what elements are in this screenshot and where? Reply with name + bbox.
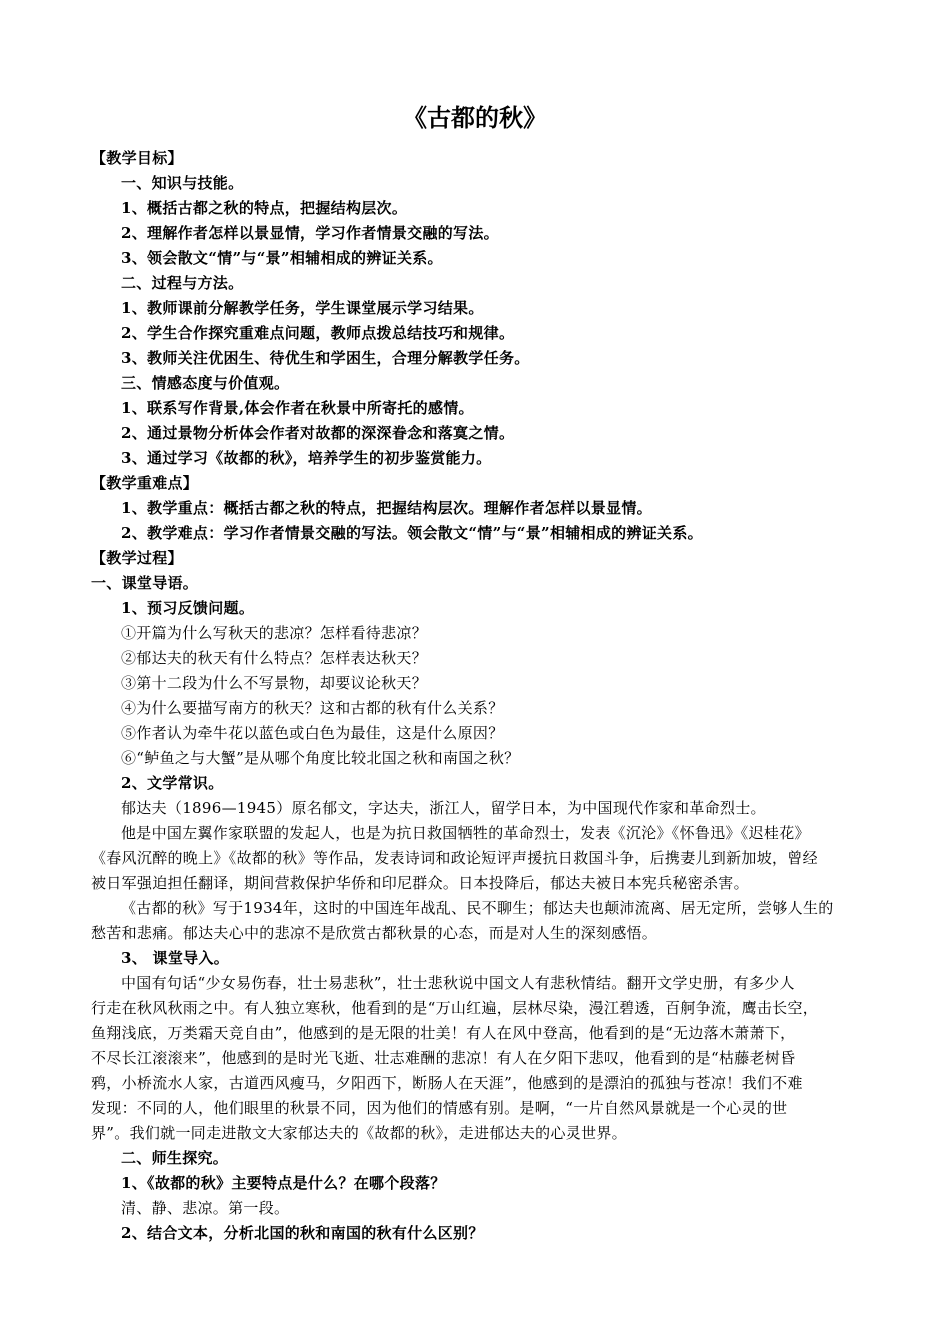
- paragraph-line: 发现：不同的人，他们眼里的秋景不同，因为他们的情感有别。是啊，“一片自然风景就是一个心灵的世: [91, 1099, 788, 1117]
- objective-item: 2、学生合作探究重难点问题，教师点拨总结技巧和规律。: [121, 324, 515, 342]
- paragraph-line: 他是中国左翼作家联盟的发起人，也是为抗日救国牺牲的革命烈士，发表《沉沦》《怀鲁迅》《迟桂花》: [121, 824, 810, 842]
- objective-item: 3、通过学习《故都的秋》，培养学生的初步鉴赏能力。: [121, 449, 492, 467]
- paragraph-line: 《古都的秋》写于1934年，这时的中国连年战乱、民不聊生；郁达夫也颠沛流离、居无定所，尝够人生的: [121, 899, 834, 917]
- objective-item: 2、理解作者怎样以景显情，学习作者情景交融的写法。: [121, 224, 499, 242]
- objective-item: 1、教师课前分解教学任务，学生课堂展示学习结果。: [121, 299, 484, 317]
- paragraph-line: 行走在秋风秋雨之中。有人独立寒秋，他看到的是“万山红遍，层林尽染，漫江碧透，百舸争流，鹰击长空，: [91, 999, 819, 1017]
- subsection-heading: 一、课堂导语。: [91, 574, 199, 592]
- paragraph-line: 鸦，小桥流水人家，古道西风瘦马，夕阳西下，断肠人在天涯”，他感到的是漂泊的孤独与苍凉！我们不难: [91, 1074, 803, 1092]
- paragraph-line: 不尽长江滚滚来”，他感到的是时光飞逝、壮志难酬的悲凉！有人在夕阳下悲叹，他看到的是“枯藤老树昏: [91, 1049, 796, 1067]
- answer-text: 清、静、悲凉。第一段。: [121, 1199, 290, 1217]
- subsection-heading: 二、师生探究。: [121, 1149, 229, 1167]
- question-item: ⑥“鲈鱼之与大蟹”是从哪个角度比较北国之秋和南国之秋？: [121, 749, 520, 767]
- section-heading: 【教学过程】: [91, 549, 183, 567]
- subsection-heading: 2、文学常识。: [121, 774, 224, 792]
- subsection-heading: 3、 课堂导入。: [121, 949, 230, 967]
- key-point-item: 2、教学难点：学习作者情景交融的写法。领会散文“情”与“景”相辅相成的辨证关系。: [121, 524, 703, 542]
- paragraph-line: 《春风沉醉的晚上》《故都的秋》等作品，发表诗词和政论短评声援抗日救国斗争，后携妻儿到新加坡，曾经: [91, 849, 818, 867]
- question-item: ④为什么要描写南方的秋天？这和古都的秋有什么关系？: [121, 699, 504, 717]
- paragraph-line: 鱼翔浅底，万类霜天竞自由”，他感到的是无限的壮美！有人在风中登高，他看到的是“无边落木萧萧下，: [91, 1024, 796, 1042]
- subsection-heading: 二、过程与方法。: [121, 274, 244, 292]
- key-point-item: 1、教学重点：概括古都之秋的特点，把握结构层次。理解作者怎样以景显情。: [121, 499, 652, 517]
- document-title: 《古都的秋》: [403, 103, 547, 132]
- question-item: 1、《故都的秋》主要特点是什么？在哪个段落？: [121, 1174, 446, 1192]
- question-item: ③第十二段为什么不写景物，却要议论秋天？: [121, 674, 428, 692]
- objective-item: 1、概括古都之秋的特点，把握结构层次。: [121, 199, 408, 217]
- paragraph-line: 愁苦和悲痛。郁达夫心中的悲凉不是欣赏古都秋景的心态，而是对人生的深刻感悟。: [91, 924, 658, 942]
- paragraph-line: 中国有句话“少女易伤春，壮士易悲秋”，壮士悲秋说中国文人有悲秋情结。翻开文学史册，有多少人: [121, 974, 795, 992]
- subsection-heading: 1、预习反馈问题。: [121, 599, 255, 617]
- subsection-heading: 三、情感态度与价值观。: [121, 374, 290, 392]
- objective-item: 3、教师关注优困生、待优生和学困生，合理分解教学任务。: [121, 349, 530, 367]
- body-text: 郁达夫（1896—1945）原名郁文，字达夫，浙江人，留学日本，为中国现代作家和革命烈士。: [121, 799, 766, 817]
- subsection-heading: 一、知识与技能。: [121, 174, 244, 192]
- objective-item: 1、联系写作背景,体会作者在秋景中所寄托的感情。: [121, 399, 474, 417]
- question-item: 2、结合文本，分析北国的秋和南国的秋有什么区别？: [121, 1224, 484, 1242]
- paragraph-line: 被日军强迫担任翻译，期间营救保护华侨和印尼群众。日本投降后，郁达夫被日本宪兵秘密杀害。: [91, 874, 749, 892]
- objective-item: 2、通过景物分析体会作者对故都的深深眷念和落寞之情。: [121, 424, 515, 442]
- section-heading: 【教学重难点】: [91, 474, 199, 492]
- objective-item: 3、领会散文“情”与“景”相辅相成的辨证关系。: [121, 249, 443, 267]
- question-item: ②郁达夫的秋天有什么特点？怎样表达秋天？: [121, 649, 428, 667]
- question-item: ⑤作者认为牵牛花以蓝色或白色为最佳，这是什么原因？: [121, 724, 504, 742]
- question-item: ①开篇为什么写秋天的悲凉？怎样看待悲凉？: [121, 624, 428, 642]
- section-heading: 【教学目标】: [91, 149, 183, 167]
- paragraph-line: 界”。我们就一同走进散文大家郁达夫的《故都的秋》，走进郁达夫的心灵世界。: [91, 1124, 627, 1142]
